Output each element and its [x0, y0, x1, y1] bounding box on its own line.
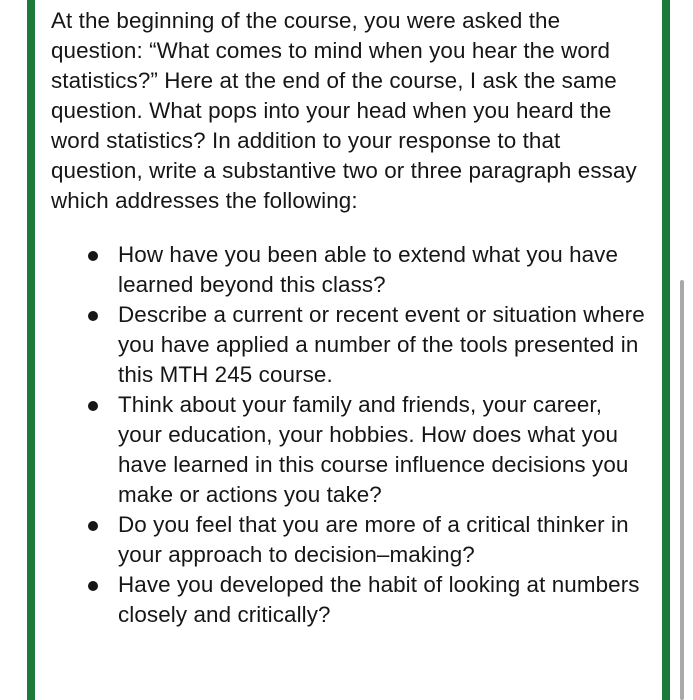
list-item-text: Think about your family and friends, your career, your education, your hobbies. How does what you have learned in this course influence decisions you make or actions you take?: [118, 392, 629, 507]
list-item-text: How have you been able to extend what you have learned beyond this class?: [118, 242, 619, 297]
content-panel: [27, 0, 670, 700]
bullet-icon: [88, 521, 98, 531]
bullet-icon: [88, 251, 98, 261]
list-item: [51, 240, 651, 300]
list-item: [51, 570, 651, 630]
list-item: [51, 390, 651, 510]
list-item: [51, 510, 651, 570]
list-item-text: Do you feel that you are more of a critical thinker in your approach to decision–making?: [118, 512, 629, 567]
list-item-text: Describe a current or recent event or situation where you have applied a number of the tools presented in this MTH 245 course.: [118, 302, 645, 387]
assignment-prompt: [51, 6, 651, 630]
question-list: [51, 240, 651, 630]
bullet-icon: [88, 401, 98, 411]
bullet-icon: [88, 311, 98, 321]
vertical-scrollbar[interactable]: [680, 280, 684, 700]
intro-paragraph: At the beginning of the course, you were asked the question: “What comes to mind when you hear the word statistics?” Here at the end of the course, I ask the same question. What pops into your head when you heard the word statistics? In addition to your response to that question, write a substantive two or three paragraph essay which addresses the following:: [51, 8, 637, 213]
bullet-icon: [88, 581, 98, 591]
list-item: [51, 300, 651, 390]
list-item-text: Have you developed the habit of looking at numbers closely and critically?: [118, 572, 640, 627]
